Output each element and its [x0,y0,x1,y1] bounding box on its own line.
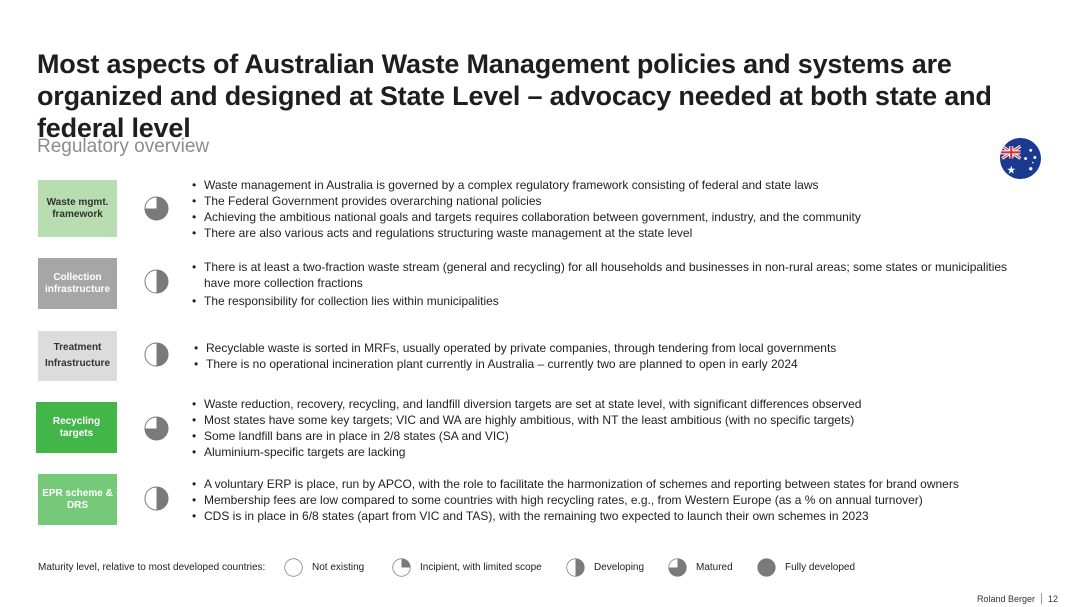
legend-label: Matured [696,561,733,573]
legend-item-matured [668,555,733,579]
maturity-legend [38,555,1038,579]
legend-item-developing [566,555,644,579]
bullet-item: • Some landfill bans are in place in 2/8 states (SA and VIC) [192,428,1032,444]
australia-flag-icon [1000,138,1041,179]
footer-divider [1041,593,1042,604]
developing-pie-icon [144,269,169,294]
legend-label: Not existing [312,561,365,573]
row-label: Treatment Infrastructure [38,331,117,381]
legend-caption: Maturity level, relative to most developed countries: [38,561,266,573]
quarter-pie-icon [392,558,411,577]
bullet-item: • Waste management in Australia is governed by a complex regulatory framework consisting of federal and state laws [192,177,1032,193]
full-pie-icon [757,558,776,577]
bullet-item: • A voluntary ERP is place, run by APCO, with the role to facilitate the harmonization of schemes and reporting between states for brand owners [192,476,1032,492]
bullet-list [192,476,1032,524]
row-label: Waste mgmt. framework [38,180,117,237]
page-number: 12 [1047,593,1058,604]
row-label: Collection infrastructure [38,258,117,309]
matured-pie-icon [144,196,169,221]
legend-item-incipient [392,555,542,579]
bullet-item: • Recyclable waste is sorted in MRFs, usually operated by private companies, through tendering from local governments [194,340,1034,356]
bullet-item: • Achieving the ambitious national goals and targets requires collaboration between government, industry, and the community [192,209,1032,225]
bullet-list [194,340,1034,372]
slide-footer [977,593,1058,604]
bullet-item: • The responsibility for collection lies within municipalities [192,293,1032,309]
legend-label: Developing [594,561,645,573]
half-pie-icon [566,558,585,577]
bullet-item: • There is no operational incineration plant currently in Australia – currently two are planned to open in early 2024 [194,356,1034,372]
developing-pie-icon [144,342,169,367]
legend-item-fully-developed [757,555,855,579]
row-label: EPR scheme & DRS [38,474,117,525]
legend-label: Incipient, with limited scope [420,561,542,573]
bullet-item: • CDS is in place in 6/8 states (apart from VIC and TAS), with the remaining two expected to launch their own schemes in 2023 [192,508,1032,524]
bullet-item: • The Federal Government provides overarching national policies [192,193,1032,209]
brand-name: Roland Berger [976,593,1035,604]
empty-pie-icon [284,558,303,577]
bullet-item: • Aluminium-specific targets are lacking [192,444,1032,460]
bullet-item: • Most states have some key targets; VIC and WA are highly ambitious, with NT the least ambitious (with no specific targets) [192,412,1032,428]
matured-pie-icon [144,416,169,441]
legend-item-not-existing [284,555,364,579]
developing-pie-icon [144,486,169,511]
page-subtitle: Regulatory overview [37,136,210,157]
bullet-item: • There is at least a two-fraction waste stream (general and recycling) for all households and businesses in non-rural areas; some states or municipalities have more collection fractions [192,259,1032,291]
bullet-item: • Membership fees are low compared to some countries with high recycling rates, e.g., from Western Europe (as a % on annual turnover) [192,492,1032,508]
bullet-list [192,177,1032,241]
bullet-item: • There are also various acts and regulations structuring waste management at the state level [192,225,1032,241]
legend-label: Fully developed [785,561,856,573]
bullet-list [192,259,1032,309]
three-quarter-pie-icon [668,558,687,577]
row-label: Recycling targets [36,402,117,453]
page-title: Most aspects of Australian Waste Management policies and systems are organized and designed at State Level – advocacy needed at both state and federal level [37,49,992,143]
bullet-item: • Waste reduction, recovery, recycling, and landfill diversion targets are set at state level, with significant differences observed [192,396,1032,412]
bullet-list [192,396,1032,460]
